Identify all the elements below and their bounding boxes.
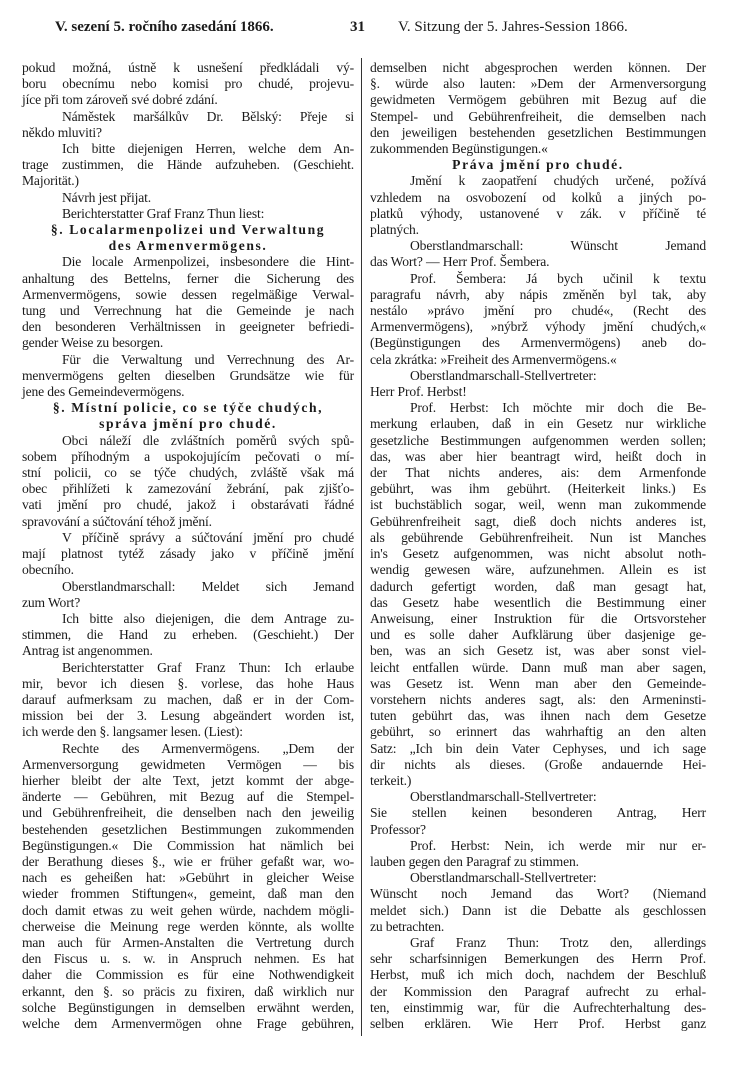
- text-line: obecního.: [22, 562, 74, 578]
- column-divider: [361, 58, 362, 1036]
- text-line: §. Místní policie, co se týče chudých,: [52, 400, 324, 416]
- page-number: 31: [350, 19, 365, 35]
- text-line: was Gesetz ist. Wenn man aber den Gemeinde-: [370, 675, 706, 691]
- text-line: §. würde also lauten: »Dem der Armenversorgung: [370, 76, 706, 92]
- paragraph: [22, 254, 354, 351]
- paragraph: [370, 173, 706, 238]
- text-line: Herr Prof. Herbst!: [370, 384, 467, 400]
- paragraph: [370, 935, 706, 1032]
- text-line: vzhledem na osvobození od kolků a jiných po-: [370, 189, 706, 205]
- text-line: Professor?: [370, 821, 426, 837]
- text-line: boru obecnímu nebo komisi pro chudé, projevu-: [22, 76, 354, 92]
- text-line: správa jmění pro chudé.: [99, 416, 277, 432]
- text-line: platků výhody, ustanovené v zák. v příčině té: [370, 205, 706, 221]
- text-line: Armenvermögens), »nýbrž výhody jmění chudých,«: [370, 319, 706, 335]
- section-heading: [370, 157, 706, 173]
- text-line: anhaltung des Bettelns, ferner die Sicherung des: [22, 270, 354, 286]
- text-line: ten, einstimmig war, für die Aufrechterhaltung des-: [370, 999, 706, 1015]
- text-line: cherweise die Meinung rege werden könnte, als wollte: [22, 918, 354, 934]
- text-line: gesetzliche Bestimmungen aufgenommen werden sollen;: [370, 432, 706, 448]
- text-line: Sie stellen keinen besonderen Antrag, Herr: [370, 805, 706, 821]
- paragraph: [22, 530, 354, 579]
- text-line: darauf aufmerksam zu machen, daß er in der Com-: [22, 691, 354, 707]
- paragraph: [22, 352, 354, 401]
- text-line: Armenversorgung gewidmeten Vermögen — bis: [22, 756, 354, 772]
- text-line: Berichterstatter Graf Franz Thun liest:: [62, 205, 265, 221]
- section-heading: [22, 222, 354, 254]
- paragraph: [370, 60, 706, 157]
- text-line: Herbst, muß ich mich doch, nachdem der Beschluß: [370, 967, 706, 983]
- text-line: Prof. Herbst: Nein, ich werde mir nur er-: [410, 837, 706, 853]
- text-line: cela zkrátka: »Freiheit des Armenvermögens.«: [370, 351, 617, 367]
- text-line: gebührt, so erinnert das wahrhaftig an den alten: [370, 724, 706, 740]
- text-line: als gebührende Gebührenfreiheit. Nun ist Manches: [370, 529, 706, 545]
- text-line: ist buchstäblich sogar, weil, wenn man zukommende: [370, 497, 706, 513]
- text-line: gewidmeten Vermögem gebühren mit Bezug auf die: [370, 92, 706, 108]
- text-line: Oberstlandmarschall: Wünscht Jemand: [410, 238, 706, 254]
- text-line: bestehenden gesetzlichen Bestimmungen zukommenden: [22, 821, 354, 837]
- text-line: vati jmění pro chudé, jakož i obstarávati řádné: [22, 497, 354, 513]
- text-line: zum Wort?: [22, 594, 81, 610]
- running-header-czech: V. sezení 5. ročního zasedání 1866.: [55, 19, 274, 35]
- text-line: Ich bitte diejenigen Herren, welche dem An-: [62, 141, 354, 157]
- text-line: wieder frommen Stiftungen«, gemeint, daß man den: [22, 886, 354, 902]
- section-heading: [22, 400, 354, 432]
- text-line: stní policii, co se týče chudých, zvláště však má: [22, 465, 354, 481]
- text-line: doch damit etwas zu weit gehen würde, nachdem mögli-: [22, 902, 354, 918]
- text-line: mir, bevor ich diesen §. vorlese, das hohe Haus: [22, 675, 354, 691]
- text-line: platných.: [370, 222, 419, 238]
- paragraph: [22, 433, 354, 530]
- text-line: sehr scharfsinnigen Bemerkungen des Herrn Prof.: [370, 951, 706, 967]
- text-line: Gebührenfreiheit sagt, dieß doch nichts anderes ist,: [370, 513, 706, 529]
- running-header-german: V. Sitzung der 5. Jahres-Session 1866.: [398, 19, 628, 35]
- text-line: mají platnost tytéž zásady jako v příčině jmění: [22, 546, 354, 562]
- text-line: demselben nicht abgesprochen werden können. Der: [370, 60, 706, 75]
- text-line: dir nichts als dieses. (Große andauernde Hei-: [370, 756, 706, 772]
- paragraph: [370, 870, 706, 935]
- paragraph: [22, 660, 354, 741]
- paragraph: [370, 838, 706, 870]
- text-line: daher die Commission es für eine Nothwendigkeit: [22, 967, 354, 983]
- text-line: man auch für Armen-Anstalten die Vertretung durch: [22, 934, 354, 950]
- text-line: Prof. Šembera: Já bych učinil k textu: [410, 270, 706, 286]
- text-line: tuten gebührt das, was ihnen nach dem Gesetze: [370, 708, 706, 724]
- text-line: meldet sich.) Dann ist die Debatte als geschlossen: [370, 902, 706, 918]
- text-line: in's Gesetz aufgenommen, was nicht absolut noth-: [370, 546, 706, 562]
- text-line: den Fiscus u. s. w. in Anspruch nehmen. Es hat: [22, 951, 354, 967]
- text-line: Rechte des Armenvermögens. „Dem der: [62, 740, 354, 756]
- text-line: jene des Gemeindevermögens.: [22, 384, 185, 400]
- paragraph: [22, 611, 354, 660]
- right-column: [370, 60, 706, 1032]
- text-line: merkung erlauben, daß in ein Gesetz nur wirkliche: [370, 416, 706, 432]
- text-line: V příčině správy a súčtování jmění pro chudé: [62, 529, 354, 545]
- text-line: Oberstlandmarschall-Stellvertreter:: [410, 789, 597, 805]
- paragraph: [370, 368, 706, 400]
- text-line: Práva jmění pro chudé.: [452, 157, 624, 173]
- text-line: Prof. Herbst: Ich möchte mir doch die Be-: [410, 400, 706, 416]
- paragraph: [370, 400, 706, 789]
- text-line: stimmen, die Hand zu erheben. (Geschieht.) Der: [22, 627, 354, 643]
- text-line: Jmění k zaopatření chudých určené, požívá: [410, 173, 706, 189]
- paragraph: [370, 271, 706, 368]
- paragraph: [22, 741, 354, 1033]
- text-line: selben erklären. Wie Herr Prof. Herbst ganz: [370, 1015, 706, 1031]
- text-line: Návrh jest přijat.: [62, 189, 152, 205]
- paragraph: [22, 579, 354, 611]
- text-line: Graf Franz Thun: Trotz den, allerdings: [410, 934, 706, 950]
- text-line: Majorität.): [22, 173, 79, 189]
- text-line: Wünscht noch Jemand das Wort? (Niemand: [370, 886, 706, 902]
- text-line: Begünstigungen.« Die Commission hat nämlich bei: [22, 837, 354, 853]
- text-line: den besonderen Verhältnissen in geeigneter befriedi-: [22, 319, 354, 335]
- text-line: und Gebührenfreiheit, die denselben nach den jeweilig: [22, 805, 354, 821]
- text-line: Oberstlandmarschall-Stellvertreter:: [410, 367, 597, 383]
- text-line: das, was aber hier beantragt wird, heißt doch in: [370, 448, 706, 464]
- text-line: tung und Verrechnung hat die Gemeinde je nach: [22, 303, 354, 319]
- text-line: lauben gegen den Paragraf zu stimmen.: [370, 853, 579, 869]
- text-line: ich werde den §. langsamer lesen. (Liest):: [22, 724, 243, 740]
- text-line: Oberstlandmarschall-Stellvertreter:: [410, 870, 597, 886]
- text-line: Obci náleží dle zvláštních poměrů svých spů-: [62, 432, 354, 448]
- text-line: und es solle daher Aufklärung über dasjenige ge-: [370, 627, 706, 643]
- text-line: Anweisung, einer Instruktion für die Ortsvorsteher: [370, 610, 706, 626]
- text-line: den jeweiligen bestehenden gesetzlichen Bestimmungen: [370, 124, 706, 140]
- text-line: zu betrachten.: [370, 918, 445, 934]
- text-line: das Wort? — Herr Prof. Šembera.: [370, 254, 550, 270]
- text-line: Oberstlandmarschall: Meldet sich Jemand: [62, 578, 354, 594]
- text-line: wendig gewesen wäre, aufzunehmen. Allein es ist: [370, 562, 706, 578]
- text-line: §. Localarmenpolizei und Verwaltung: [50, 222, 326, 238]
- text-line: Stempel- und Gebührenfreiheit, die demselben nach: [370, 108, 706, 124]
- text-line: sobem příhodným a uspokojujícím pečovati o mí-: [22, 448, 354, 464]
- text-line: (Begünstigungen des Armenvermögens) aneb do-: [370, 335, 706, 351]
- left-column: [22, 60, 354, 1032]
- text-line: erkannt, den §. so präcis zu fixiren, daß wirklich nur: [22, 983, 354, 999]
- text-line: des Armenvermögens.: [108, 238, 268, 254]
- text-line: änderte — Gebühren, mit Bezug auf die Stempel-: [22, 789, 354, 805]
- paragraph: [22, 109, 354, 141]
- text-line: vorstehern nichts anderes sagt, als: den Armeninsti-: [370, 691, 706, 707]
- text-line: der Kommission den Paragraf aufrecht zu erhal-: [370, 983, 706, 999]
- text-line: hierher bleibt der alte Text, jetzt kommt der abge-: [22, 772, 354, 788]
- text-line: der Berathung dieses §., wie er früher gefaßt war, wo-: [22, 853, 354, 869]
- text-line: menvermögens gelten dieselben Grundsätze wie für: [22, 367, 354, 383]
- text-line: pokud možná, ústně k usnešení předkládali vý-: [22, 60, 354, 75]
- text-line: mission bei der 3. Lesung abgeändert worden ist,: [22, 708, 354, 724]
- text-line: někdo mluviti?: [22, 124, 102, 140]
- text-line: Ich bitte also diejenigen, die dem Antrage zu-: [62, 610, 354, 626]
- text-line: Náměstek maršálkův Dr. Bělský: Přeje si: [62, 108, 354, 124]
- text-line: gender Weise zu besorgen.: [22, 335, 164, 351]
- paragraph: [370, 238, 706, 270]
- paragraph: [22, 190, 354, 206]
- text-line: Armenvermögens, sowie dessen regelmäßige Verwal-: [22, 286, 354, 302]
- text-line: nach es geheißen hat: »Gebührt in gleicher Weise: [22, 870, 354, 886]
- text-line: paragrafu návrh, aby nápis změněn byl tak, aby: [370, 286, 706, 302]
- text-line: gebührt, was ihm gebührt. (Heiterkeit links.) Es: [370, 481, 706, 497]
- text-line: dadurch gefertigt worden, daß man gesagt hat,: [370, 578, 706, 594]
- text-line: welche dem Armenvermögen ohne Frage gebühren,: [22, 1015, 354, 1031]
- text-line: ben, was an sich Gesetz ist, was aber sonst viel-: [370, 643, 706, 659]
- text-line: zukommenden Begünstigungen.«: [370, 141, 548, 157]
- text-line: Antrag ist angenommen.: [22, 643, 153, 659]
- text-line: obec přihlížeti k zamezování žebrání, pak zjišťo-: [22, 481, 354, 497]
- paragraph: [370, 789, 706, 838]
- paragraph: [22, 206, 354, 222]
- text-line: der That nichts anderes, ais: dem Armenfonde: [370, 465, 706, 481]
- text-line: Satz: „Ich bin dein Vater Cephyses, und ich sage: [370, 740, 706, 756]
- text-line: das Gesetz habe wesentlich die Bestimmung einer: [370, 594, 706, 610]
- text-line: solche Begünstigungen in demselben erwähnt werden,: [22, 999, 354, 1015]
- paragraph: [22, 60, 354, 109]
- text-line: nestálo »právo jmění pro chudé«, (Recht des: [370, 303, 706, 319]
- text-line: spravování a súčtování téhož jmění.: [22, 513, 212, 529]
- text-line: jíce při tom zároveň své dobré zdání.: [22, 92, 218, 108]
- text-line: Für die Verwaltung und Verrechnung des Ar-: [62, 351, 354, 367]
- text-line: Berichterstatter Graf Franz Thun: Ich erlaube: [62, 659, 354, 675]
- text-line: leicht entfallen würde. Dann muß man aber sagen,: [370, 659, 706, 675]
- text-line: Die locale Armenpolizei, insbesondere die Hint-: [62, 254, 354, 270]
- text-line: trage zustimmen, die Hände aufzuheben. (Geschieht.: [22, 157, 354, 173]
- paragraph: [22, 141, 354, 190]
- text-line: terkeit.): [370, 772, 412, 788]
